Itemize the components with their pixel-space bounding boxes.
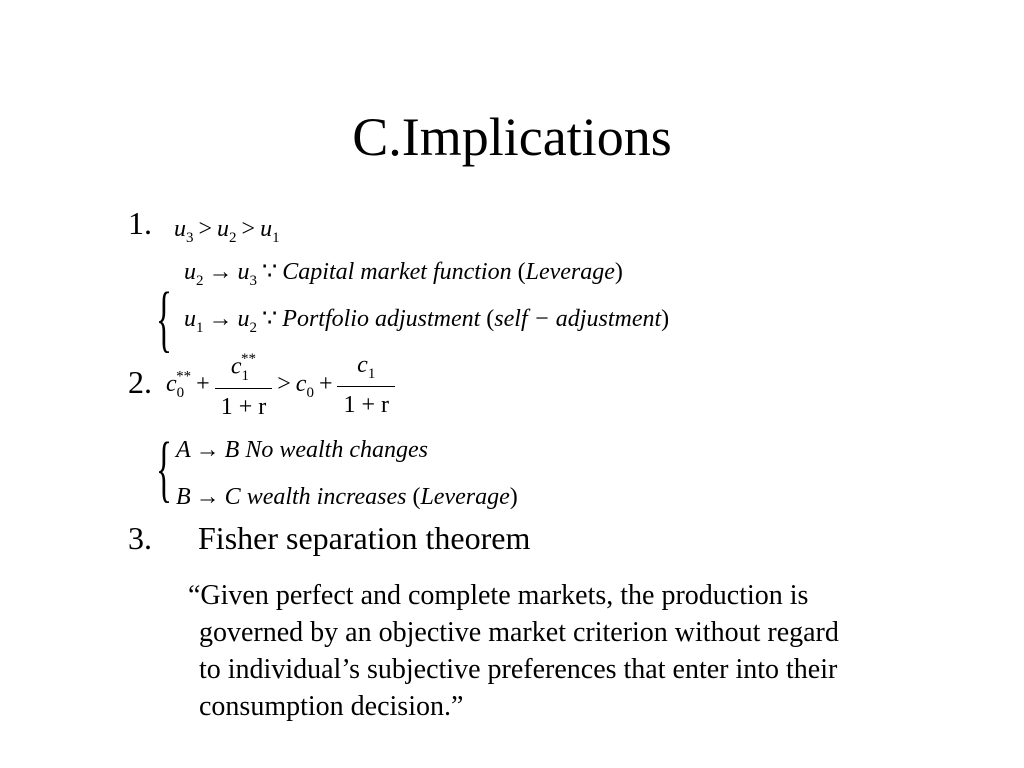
item-1-number: 1. (128, 205, 152, 241)
slide-title: C.Implications (352, 107, 672, 167)
b-to-c-line: B → C wealth increases (Leverage) (176, 484, 518, 510)
quote-line: “Given perfect and complete markets, the production is (188, 580, 809, 611)
fraction-lhs: $\frac{c_1^{**}}{1 + r}$ (215, 352, 273, 419)
fisher-heading: Fisher separation theorem (198, 520, 531, 556)
quote-line: to individual’s subjective preferences that enter into their (199, 654, 838, 685)
left-brace: { (156, 278, 172, 360)
capital-market-line: $u_2 \to u_3$ ∵ Capital market function (Leverage) (184, 259, 623, 289)
fisher-quote (188, 577, 988, 725)
item-3-number: 3. (128, 520, 152, 556)
quote-line: consumption decision.” (199, 691, 464, 722)
portfolio-adjustment-line: $u_1 \to u_2$ ∵ Portfolio adjustment (self − adjustment) (184, 306, 670, 336)
fraction-rhs: $\frac{c_1}{1 + r}$ (337, 353, 395, 417)
a-to-b-line: A → B No wealth changes (176, 437, 428, 463)
left-brace: { (156, 428, 172, 510)
quote-line: governed by an objective market criterion without regard (199, 617, 839, 648)
consumption-inequality: $c_0^{**}$ + $\frac{c_1^{**}}{1 + r}$ > $c_0$ + $\frac{c_1}{1 + r}$ (166, 352, 395, 419)
item-2-number: 2. (128, 364, 152, 400)
utility-inequality: $u_3 > u_2 > u_1$ (174, 216, 280, 246)
